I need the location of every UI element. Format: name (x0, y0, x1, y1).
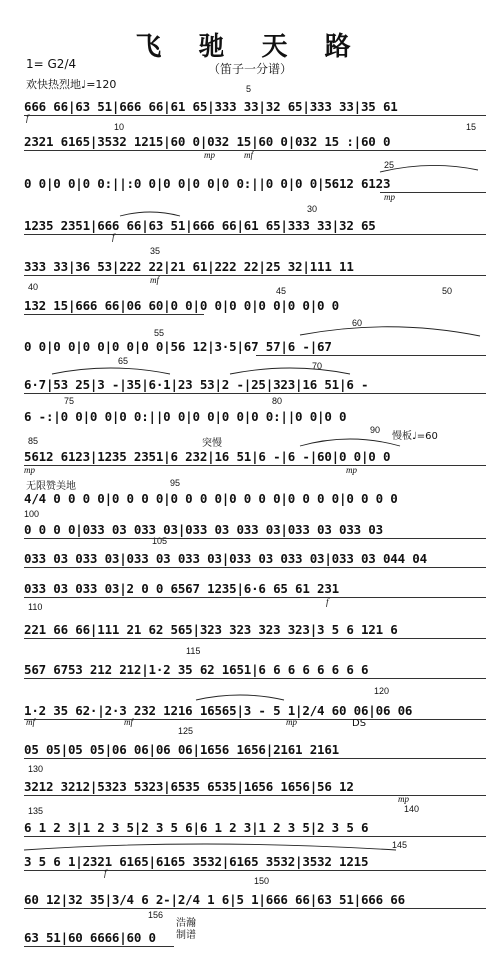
dynamic-mp: mp (398, 794, 409, 804)
slur-arc (52, 368, 170, 374)
beam-underline (24, 870, 486, 871)
dynamic-mp: mp (204, 150, 215, 160)
score-line-19: 3212 3212|5323 5323|6535 6535|1656 1656|56 12 (24, 779, 354, 794)
measure-number: 140 (404, 804, 420, 814)
ds-mark: DS (352, 718, 367, 729)
measure-number: 50 (442, 286, 453, 296)
sudden-slow-mark: 突慢 (202, 438, 222, 449)
measure-number: 95 (170, 478, 181, 488)
measure-number: 115 (186, 646, 201, 656)
dynamic-mp: mp (384, 192, 395, 202)
measure-number: 45 (276, 286, 287, 296)
score-line-10: 5612 6123|1235 2351|6 232|16 51|6 -|6 -|60|0 0|0 0 (24, 449, 391, 464)
beam-underline (24, 597, 486, 598)
stamp-line-1: 浩瀚 (176, 918, 196, 929)
slow-board-mark: 慢板♩=60 (392, 431, 438, 442)
measure-number: 15 (466, 122, 477, 132)
beam-underline (24, 538, 486, 539)
dynamic-f: f (112, 232, 115, 242)
score-line-15: 221 66 66|111 21 62 565|323 323 323 323|3 5 6 121 6 (24, 622, 398, 637)
score-line-11: 4/4 0 0 0 0|0 0 0 0|0 0 0 0|0 0 0 0|0 0 0 0|0 0 0 0 (24, 491, 398, 506)
measure-number: 60 (352, 318, 363, 328)
measure-number: 100 (24, 509, 40, 519)
score-line-14: 033 03 033 03|2 0 0 6567 1235|6·6 65 61 231 (24, 581, 340, 596)
score-line-6: 132 15|666 66|06 60|0 0|0 0|0 0|0 0|0 0|0 0 (24, 298, 340, 313)
measure-number: 40 (28, 282, 39, 292)
score-line-9: 6 -:|0 0|0 0|0 0:||0 0|0 0|0 0|0 0:||0 0|0 0 (24, 409, 347, 424)
dynamic-mf: mf (244, 150, 253, 160)
beam-underline (24, 314, 204, 315)
dynamic-mf: mf (124, 717, 133, 727)
measure-number: 80 (272, 396, 283, 406)
slur-arc (196, 695, 284, 700)
measure-number: 156 (148, 910, 164, 920)
measure-number: 10 (114, 122, 125, 132)
beam-underline (24, 393, 486, 394)
beam-underline (24, 638, 486, 639)
measure-number: 110 (28, 602, 43, 612)
measure-number: 35 (150, 246, 161, 256)
expression-mark: 无限赞美地 (26, 481, 76, 492)
score-line-7: 0 0|0 0|0 0|0 0|0 0|56 12|3·5|67 57|6 -|67 (24, 339, 332, 354)
score-line-23: 63 51|60 6666|60 0 (24, 930, 156, 945)
beam-underline (24, 150, 486, 151)
score-line-12: 0 0 0 0|033 03 033 03|033 03 033 03|033 03 033 03 (24, 522, 383, 537)
slur-arc (24, 844, 396, 850)
score-line-13: 033 03 033 03|033 03 033 03|033 03 033 03|033 03 044 04 (24, 551, 427, 566)
dynamic-f: f (326, 597, 329, 607)
score-line-17: 1·2 35 62·|2·3 232 1216 16565|3 - 5 1|2/4 60 06|06 06 (24, 703, 413, 718)
measure-number: 105 (152, 536, 168, 546)
beam-underline (24, 908, 486, 909)
dynamic-f: f (104, 868, 107, 878)
dynamic-mp: mp (286, 717, 297, 727)
beam-underline (24, 115, 486, 116)
measure-number: 30 (307, 204, 318, 214)
beam-underline (256, 355, 486, 356)
slur-arc (230, 368, 350, 374)
score-line-8: 6·7|53 25|3 -|35|6·1|23 53|2 -|25|323|16 51|6 - (24, 377, 369, 392)
beam-underline (24, 946, 174, 947)
slur-arc (120, 212, 180, 216)
score-line-1: 666 66|63 51|666 66|61 65|333 33|32 65|333 33|35 61 (24, 99, 398, 114)
measure-number: 120 (374, 686, 390, 696)
beam-underline (24, 465, 486, 466)
dynamic-mf: mf (150, 275, 159, 285)
beam-underline (24, 234, 486, 235)
measure-number: 25 (384, 160, 395, 170)
measure-number: 90 (370, 425, 381, 435)
beam-underline (24, 567, 486, 568)
dynamic-mp: mp (24, 465, 35, 475)
beam-underline (24, 836, 486, 837)
measure-number: 145 (392, 840, 408, 850)
slur-arc (300, 327, 480, 336)
measure-number: 135 (28, 806, 44, 816)
dynamic-f: f (26, 113, 29, 123)
score-line-22: 60 12|32 35|3/4 6 2-|2/4 1 6|5 1|666 66|63 51|666 66 (24, 892, 405, 907)
score-line-20: 6 1 2 3|1 2 3 5|2 3 5 6|6 1 2 3|1 2 3 5|2 3 5 6 (24, 820, 369, 835)
score-line-16: 567 6753 212 212|1·2 35 62 1651|6 6 6 6 6 6 6 6 (24, 662, 369, 677)
score-line-21: 3 5 6 1|2321 6165|6165 3532|6165 3532|3532 1215 (24, 854, 369, 869)
measure-number: 125 (178, 726, 194, 736)
measure-number: 130 (28, 764, 44, 774)
measure-number: 70 (312, 361, 323, 371)
song-subtitle: （笛子一分谱） (207, 62, 292, 76)
beam-underline (380, 192, 486, 193)
key-signature: 1= G2/4 (26, 57, 77, 71)
beam-underline (24, 795, 486, 796)
score-line-5: 333 33|36 53|222 22|21 61|222 22|25 32|111 11 (24, 259, 354, 274)
score-line-2: 2321 6165|3532 1215|60 0|032 15|60 0|032 15 :|60 0 (24, 134, 391, 149)
song-title: 飞 驰 天 路 (135, 32, 365, 62)
measure-number: 5 (246, 84, 252, 94)
measure-number: 55 (154, 328, 165, 338)
slur-arc (300, 439, 400, 446)
beam-underline (24, 719, 486, 720)
measure-number: 75 (64, 396, 75, 406)
beam-underline (24, 275, 486, 276)
dynamic-mf: mf (26, 717, 35, 727)
beam-underline (24, 758, 486, 759)
beam-underline (24, 678, 486, 679)
measure-number: 150 (254, 876, 270, 886)
slur-arc (380, 165, 478, 172)
stamp-line-2: 制谱 (176, 930, 196, 941)
measure-number: 85 (28, 436, 39, 446)
arranger-stamp (176, 918, 196, 942)
score-line-18: 05 05|05 05|06 06|06 06|1656 1656|2161 2161 (24, 742, 340, 757)
dynamic-mp: mp (346, 465, 357, 475)
score-line-4: 1235 2351|666 66|63 51|666 66|61 65|333 33|32 65 (24, 218, 376, 233)
score-line-3: 0 0|0 0|0 0:||:0 0|0 0|0 0|0 0:||0 0|0 0|5612 6123 (24, 176, 391, 191)
tempo-marking: 欢快热烈地♩=120 (26, 78, 117, 91)
measure-number: 65 (118, 356, 129, 366)
